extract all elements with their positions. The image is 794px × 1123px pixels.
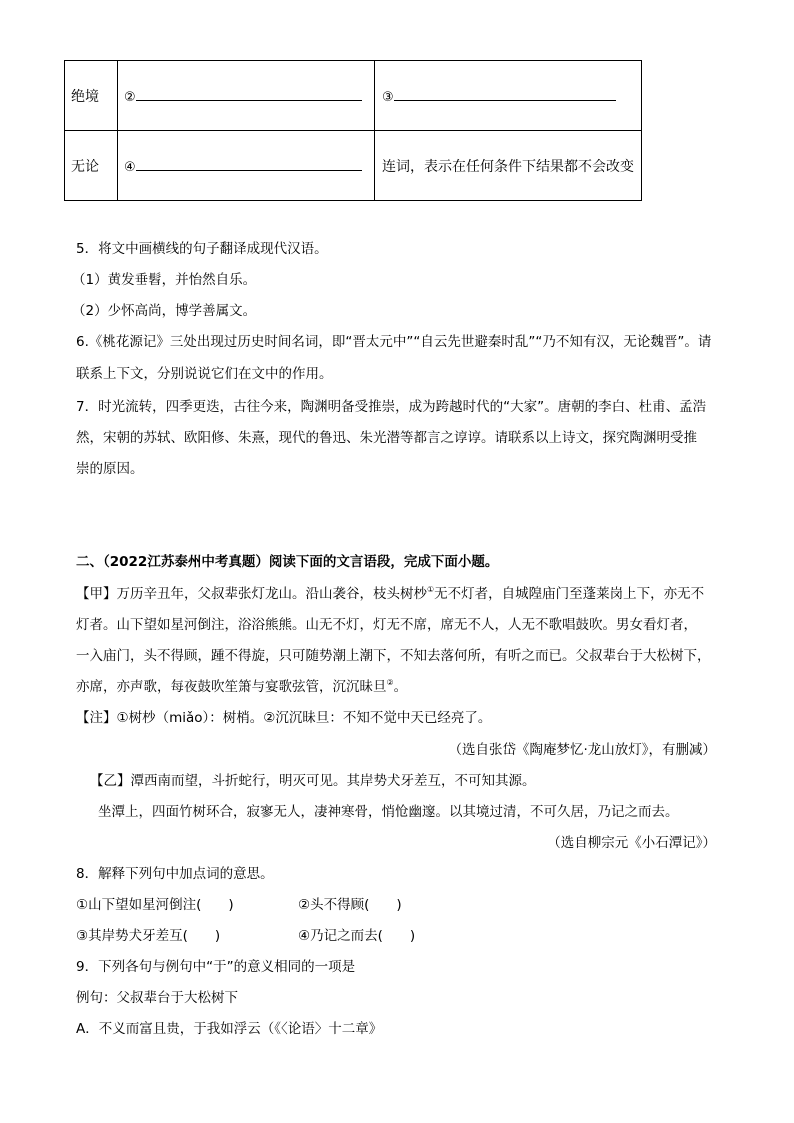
jia-text: 【甲】万历辛丑年，父叔辈张灯龙山。沿山袭谷，枝头树杪 [76, 586, 427, 602]
answer-blank [136, 86, 362, 101]
yi-line: 【乙】潭西南而望，斗折蛇行，明灭可见。其岸势犬牙差互，不可知其源。 [90, 773, 536, 789]
footnote-marker: ① [427, 585, 435, 594]
footnote: 【注】①树杪（miǎo）：树梢。②沉沉昧旦：不知不觉中天已经亮了。 [76, 710, 492, 726]
answer-cell [375, 61, 642, 131]
jia-text: 。 [393, 679, 408, 695]
q7-line: 7．时光流转，四季更迭，古往今来，陶渊明备受推崇，成为跨越时代的“大家”。唐朝的李白、杜甫、孟浩 [76, 399, 707, 415]
source-citation: （选自柳宗元《小石潭记》） [547, 835, 716, 851]
q7-line: 崇的原因。 [76, 461, 144, 477]
jia-line [76, 678, 407, 696]
item-number: ④ [124, 160, 136, 175]
table-row [65, 61, 642, 131]
jia-line: 一入庙门，头不得顾，踵不得旋，只可随势潮上潮下，不知去落何所，有听之而已。父叔辈台于大松树下， [76, 648, 711, 664]
q6-line: 联系上下文，分别说说它们在文中的作用。 [76, 366, 333, 382]
q5-sentence-2: （2）少怀高尚，博学善属文。 [72, 303, 257, 319]
answer-cell [118, 131, 375, 201]
q8-item: ②头不得顾( ) [298, 897, 402, 913]
jia-line [76, 585, 704, 603]
table-row-label: 无论 [65, 131, 118, 201]
yi-line: 坐潭上，四面竹树环合，寂寥无人，凄神寒骨，悄怆幽邃。以其境过清，不可久居，乃记之而去。 [98, 804, 679, 820]
item-number: ③ [382, 90, 394, 105]
q5-title: 5．将文中画横线的句子翻译成现代汉语。 [76, 241, 328, 257]
q9-example: 例句：父叔辈台于大松树下 [76, 990, 238, 1006]
answer-table [64, 60, 642, 201]
q6-line: 6.《桃花源记》三处出现过历史时间名词，即“晋太元中”“自云先世避秦时乱”“乃不知有汉，无论魏晋”。请 [76, 334, 712, 350]
item-number: ② [124, 90, 136, 105]
q7-line: 然，宋朝的苏轼、欧阳修、朱熹，现代的鲁迅、朱光潜等都言之谆谆。请联系以上诗文，探究陶渊明受推 [76, 430, 697, 446]
footnote-marker: ② [386, 678, 394, 687]
jia-text: 亦席，亦声歌，每夜鼓吹笙箫与宴歌弦管，沉沉昧旦 [76, 679, 387, 695]
answer-blank [394, 86, 616, 101]
jia-text: 无不灯者，自城隍庙门至蓬莱岗上下，亦无不 [434, 586, 705, 602]
answer-blank [136, 156, 362, 171]
answer-cell [118, 61, 375, 131]
source-citation: （选自张岱《陶庵梦忆·龙山放灯》，有删减） [448, 742, 716, 758]
q8-item: ③其岸势犬牙差互( ) [76, 928, 221, 944]
q5-sentence-1: （1）黄发垂髫，并怡然自乐。 [72, 272, 257, 288]
q9-option-a: A．不义而富且贵，于我如浮云（《〈论语〉十二章》 [76, 1021, 383, 1037]
jia-line: 灯者。山下望如星河倒注，浴浴熊熊。山无不灯，灯无不席，席无不人，人无不歌唱鼓吹。男女看灯者， [76, 617, 697, 633]
q8-title: 8．解释下列句中加点词的意思。 [76, 866, 274, 882]
table-row [65, 131, 642, 201]
section-heading: 二、（2022江苏泰州中考真题）阅读下面的文言语段，完成下面小题。 [76, 554, 499, 570]
q8-item: ①山下望如星河倒注( ) [76, 897, 234, 913]
q8-item: ④乃记之而去( ) [298, 928, 416, 944]
definition-cell: 连词，表示在任何条件下结果都不会改变 [375, 131, 642, 201]
table-row-label: 绝境 [65, 61, 118, 131]
q9-title: 9．下列各句与例句中“于”的意义相同的一项是 [76, 959, 356, 975]
